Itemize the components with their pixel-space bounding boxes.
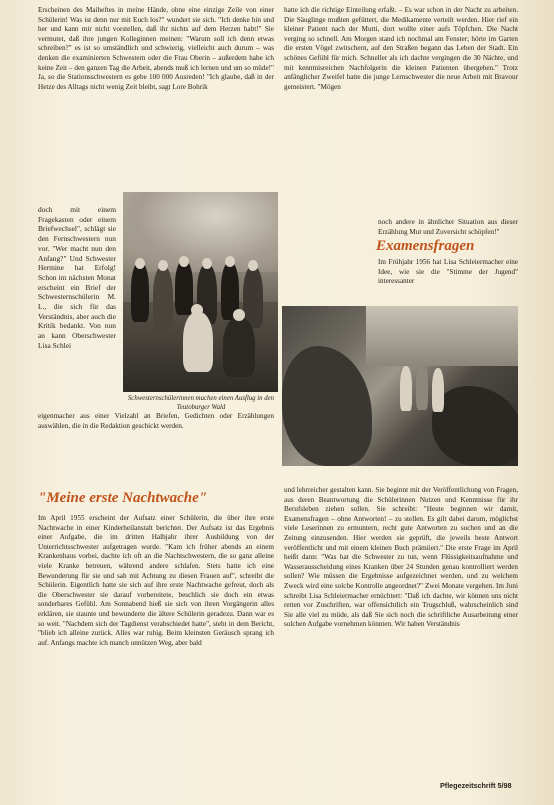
photo-sky bbox=[366, 306, 518, 366]
photo-face bbox=[225, 256, 235, 267]
paragraph: eigenmacher aus einer Vielzahl an Briefen, Gedichten oder Erzählungen auswählen, die in die Redaktion geschickt werden. bbox=[38, 412, 274, 430]
article-column-left-bottom bbox=[38, 412, 274, 431]
photo-face bbox=[158, 260, 168, 271]
article-column-left-top bbox=[38, 6, 274, 92]
page-footer: Pflegezeitschrift 5/98 bbox=[440, 781, 512, 790]
paragraph: noch andere in ähnlicher Situation aus dieser Erzählung Mut und Zuversicht schöpfen!" bbox=[378, 218, 518, 236]
photo-figure bbox=[416, 362, 428, 410]
paragraph: und lehrreicher gestalten kann. Sie beginnt mit der Veröffentlichung von Fragen, aus deren Beantwortung die Schülerinnen Nutzen und Kenntnisse für ihr Berufsleben ziehen sollen. Sie schreibt: "Heute beginnen wir damit, Examensfragen – ohne Antworten! – zu stellen. Es gilt dabei darum, möglichst viele Leserinnen zu ermuntern, recht gute Antworten zu suchen und an die Zeitung einzusenden. Hier werden sie geprüft, die jeweils beste Antwort veröffentlicht und mit einem kleinen Buch prämiiert." Die erste Frage im April heißt dann: "Was hat die Schwester zu tun, wenn Flüssigkeitsaufnahme und Wasserausscheidung eines Kranken über 24 Stunden genau kontrolliert werden sollen? Wie müssen die Ergebnisse aufgezeichnet werden, und zu welchem Zweck wird eine solche Kontrolle angeordnet?" Zwei Monate vergehen. Im Juni schreibt Lisa Schleiermacher ernüchtert: "Daß ich dachte, wir können uns nicht retten vor Zuschriften, war offensichtlich ein Trugschluß, wahrscheinlich sind Sie alle viel zu müde, als daß Sie sich noch die schriftliche Ausarbeitung einer solchen Aufgabe vornehmen könnten. Wir haben Verständnis bbox=[284, 486, 518, 629]
photo-figure bbox=[400, 366, 412, 411]
group-photo-nurses bbox=[123, 192, 278, 392]
article-column-right-beside-photo bbox=[378, 218, 518, 237]
photo-nurses-on-rocks bbox=[282, 306, 518, 466]
paragraph: Im April 1955 erscheint der Aufsatz einer Schülerin, die über ihre erste Nachtwache in einer Kinderheilanstalt berichtet. Der Aufsatz ist das Ergebnis einer Aufgabe, die im dritten Halbjahr ihrer Ausbildung von der Unterrichtsschwester aufgetragen wurde. "Kam ich früher abends an einem Krankenhaus vorbei, dachte ich oft an die Nachtschwestern, die so ganz alleine viele Kranke betreuen, während andere schlafen. Stets hatte ich eine Bewunderung für sie und sah mit Achtung zu diesen Frauen auf", schreibt die Schülerin. Eigentlich hatte sie sich auf ihre erste Nachtwache gefreut, doch als die Oberschwester sie darauf vorbereitete, beschlich sie doch ein etwas sonderbares Gefühl. Am Sonnabend hieß sie sich von ihren Vorgängerin alles erklären, sie staunte und bewunderte die ältere Schülerin geradezu. Dann war es so weit. "Nachdem sich der Tagdienst verabschiedet hatte", steht in dem Bericht, "blieb ich alleine zurück. Alles war ruhig. Beim kleinsten Geräusch sprang ich auf. Anfangs machte ich manch unnützen Weg, aber bald bbox=[38, 514, 274, 647]
photo-figure bbox=[432, 368, 444, 412]
photo-rock bbox=[282, 346, 372, 466]
photo-figure bbox=[153, 266, 173, 331]
section-heading-nachtwache: "Meine erste Nachtwache" bbox=[38, 490, 208, 506]
article-column-left-narrow bbox=[38, 205, 116, 351]
photo-face bbox=[191, 304, 203, 316]
photo-figure bbox=[131, 262, 149, 322]
photo-rock bbox=[432, 386, 518, 466]
paragraph: hatte ich die richtige Einteilung erfaßt. – Es war schon in der Nacht zu arbeiten. Die Säuglinge mußten gefüttert, die Medikamente verteilt werden. Hier rief ein kleiner Patient nach der Mutti, dort wollte einer aufs Töpfchen. Die Nacht verging so schnell. Am Morgen stand ich nochmal am Fenster; hörte im Garten die ersten Vögel zwitschern, auf den Straßen begann das Leben der Stadt. Ein schönes Gefühl für mich. Schneller als ich dachte vergingen die 30 Nächte, und mit kenntnisreichen Nachfolgerin die kleinen Patienten übergeben." Trotz anfänglicher Zweifel hatte die junge Lernschwester die neue Arbeit mit Bravour gemeistert. "Mögen bbox=[284, 6, 518, 91]
article-column-left-lower bbox=[38, 514, 274, 648]
photo-figure-front bbox=[223, 317, 255, 377]
section-heading-examensfragen: Examensfragen bbox=[376, 238, 475, 254]
photo-face bbox=[202, 258, 212, 269]
photo-figure bbox=[175, 260, 193, 315]
photo-face bbox=[233, 309, 245, 321]
photo-face bbox=[179, 256, 189, 267]
paragraph: Erscheinen des Maiheftes in meine Hände, ohne eine einzige Zeile von einer Schülerin! Was ist denn nur mit Euch los?" wundert sie sich. "Ich denke hin und her und kann mir nicht vorstellen, daß ihr nichts auf dem Herzen habt!" Sie vermutet, daß ihre jungen Kolleginnen meinen: "Warum soll ich denn etwas schreiben?" es ist so umständlich und schwierig, vielleicht auch durum – was denken die examinierten Schwestern oder die Frau Oberin – außerdem habe ich keine Zeit – den ganzen Tag die Arbeit, abends muß ich lernen und um so müde!" Ja, so die Stationsschwestern es gebe 100 000 Ausreden! "Ich glaube, daß in der Hetze des Alltags nicht wenig Zeit bleibt, sagt Lore Bohrik bbox=[38, 6, 274, 91]
paragraph: Im Frühjahr 1956 hat Lisa Schleiermacher eine Idee, wie sie die "Stimme der Jugend" interessanter bbox=[378, 258, 518, 286]
photo-caption: Schwesternschülerinnen machen einen Ausflug in den Teutoburger Wald bbox=[127, 395, 275, 411]
photo-face bbox=[135, 258, 145, 269]
photo-face bbox=[248, 260, 258, 271]
paragraph: doch mit einem Fragekasten oder einem Briefwechsel", schlägt sie den Fernschwestern nun vor. "Wer macht nun den Anfang?" Und Schwester Hermine hat Erfolg! Schon im nächsten Monat erscheint ein Brief der Schwesternschülerin M. L., die sich für das Verständnis, aber auch die Kritik bedankt. Von nun an kann Oberschwester Lisa Schlei bbox=[38, 205, 116, 350]
photo-figure-front bbox=[183, 312, 213, 372]
article-column-right-exam bbox=[378, 258, 518, 287]
article-column-right-bottom bbox=[284, 486, 518, 630]
article-column-right-top bbox=[284, 6, 518, 92]
